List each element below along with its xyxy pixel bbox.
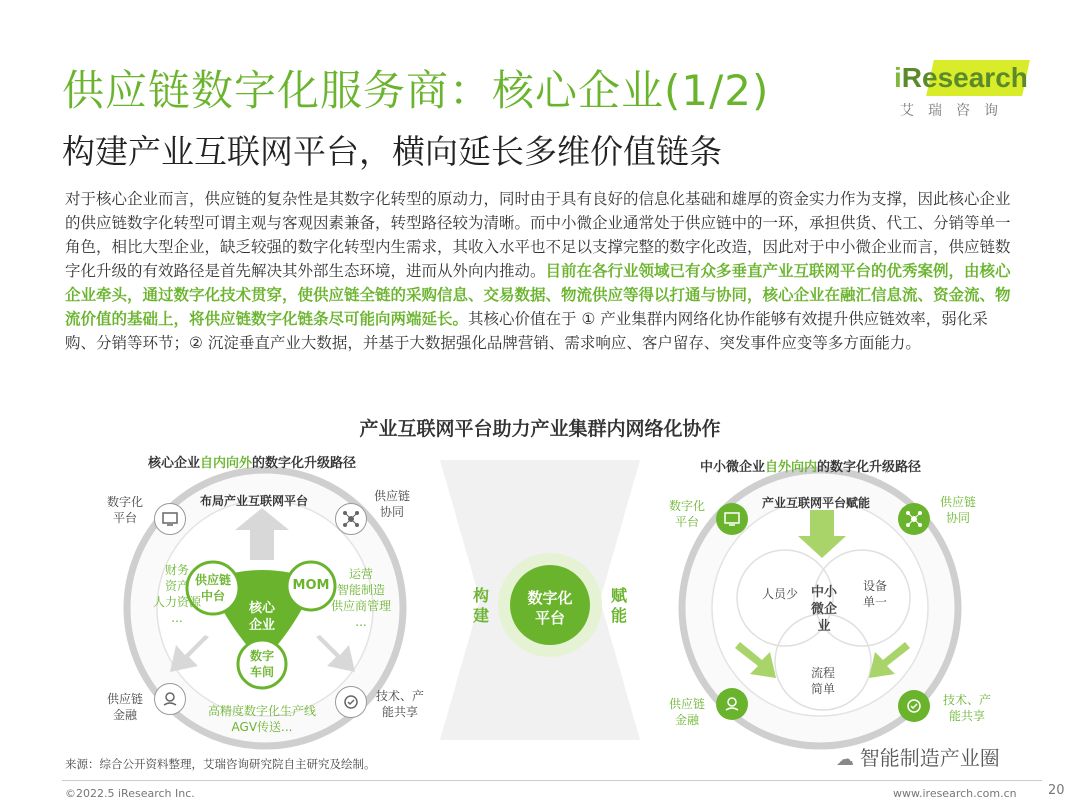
center-right-word: 赋能 (610, 586, 627, 625)
figure-title: 产业互联网平台助力产业集群内网络化协作 (359, 418, 721, 440)
website-link[interactable]: www.iresearch.com.cn (893, 787, 1017, 800)
wechat-watermark (836, 742, 1000, 771)
wechat-icon: ☁ (836, 749, 860, 770)
right-caption-post: 的数字化升级路径 (817, 460, 922, 475)
body-paragraph (65, 187, 1015, 355)
node-workshop-label: 数字 车间 (249, 649, 274, 679)
venn-bottom-label: 流程 简单 (810, 666, 835, 696)
check-badge-icon (335, 686, 367, 718)
venn-center-label: 中小 微企 业 (810, 585, 837, 634)
source-note: 来源：综合公开资料整理，艾瑞咨询研究院自主研究及绘制。 (65, 757, 376, 771)
left-caption-green: 自内向外 (200, 456, 253, 471)
check-badge-icon (898, 690, 930, 722)
logo-research: Research (901, 62, 1028, 93)
body-highlight: 目前在各行业领域已有众多垂直产业互联网平台的优秀案例，由核心企业牵头，通过数字化技术贯穿，使供应链全链的采购信息、交易数据、物流供应等得以打通与协同，核心企业在融汇信息流、资金流、物流价值的基础上，将供应链数字化链条尽可能向两端延长。 (65, 262, 1011, 328)
left-list-right: 运营 智能制造 供应商管理 ... (330, 567, 391, 629)
right-caption-pre: 中小微企业 (700, 460, 766, 475)
logo-cn: 艾瑞咨询 (900, 103, 1012, 119)
left-bottom-label: 高精度数字化生产线 AGV传送... (207, 704, 316, 734)
venn-right-label: 设备 单一 (862, 579, 887, 609)
left-corner-tr-label: 供应链 协同 (373, 489, 410, 519)
venn-left-label: 人员少 (761, 587, 798, 601)
right-corner-bl-label: 供应链 金融 (668, 697, 705, 727)
center-left-word: 构建 (472, 586, 489, 625)
node-mom-label: MOM (292, 578, 330, 593)
right-corner-tl-label: 数字化 平台 (668, 499, 705, 529)
screen-icon (716, 503, 748, 535)
money-hand-icon (154, 683, 186, 715)
left-corner-tl-label: 数字化 平台 (106, 495, 143, 525)
left-caption (148, 452, 356, 471)
page-subtitle: 构建产业互联网平台，横向延长多维价值链条 (62, 132, 722, 171)
right-caption (700, 456, 921, 475)
node-supply-label: 供应链 中台 (194, 573, 231, 603)
left-caption-pre: 核心企业 (148, 456, 201, 471)
screen-icon (154, 503, 186, 535)
right-top-label: 产业互联网平台赋能 (762, 496, 871, 510)
logo-word (894, 62, 1028, 94)
left-caption-post: 的数字化升级路径 (252, 456, 357, 471)
footer-divider (62, 780, 1042, 781)
body-part2: 其核心价值在于 ① 产业集群内网络化协作能够有效提升供应链效率，弱化采购、分销等环节；② 沉淀垂直产业大数据，并基于大数据强化品牌营销、需求响应、客户留存、突发事件应变等多方面能力。 (65, 310, 988, 352)
page-number: 20 (1048, 783, 1065, 798)
copyright: ©2022.5 iResearch Inc. (65, 787, 195, 800)
page-title: 供应链数字化服务商：核心企业(1/2) (62, 66, 770, 115)
iresearch-logo (890, 58, 1030, 128)
node-core-label: 核心 企业 (248, 601, 275, 633)
logo-i: i (894, 62, 902, 93)
watermark-text: 智能制造产业圈 (859, 746, 1000, 770)
right-corner-tr-label: 供应链 协同 (939, 495, 976, 525)
hub-label: 数字化 平台 (527, 589, 573, 627)
body-part1: 对于核心企业而言，供应链的复杂性是其数字化转型的原动力，同时由于具有良好的信息化基础和雄厚的资金实力作为支撑，因此核心企业的供应链数字化转型可谓主观与客观因素兼备，转型路径较为清晰。而中小微企业通常处于供应链中的一环，承担供货、代工、分销等单一角色，相比大型企业，缺乏较强的数字化转型内生需求，其收入水平也不足以支撑完整的数字化改造，因此对于中小微企业而言，供应链数字化升级的有效路径是首先解决其外部生态环境，进而从外向内推动。 (65, 190, 1011, 280)
right-corner-br-label: 技术、产 能共享 (942, 693, 991, 723)
left-top-label: 布局产业互联网平台 (200, 494, 309, 508)
left-list-left: 财务 资产 人力资源 ... (152, 563, 201, 625)
network-icon (335, 503, 367, 535)
network-icon (898, 503, 930, 535)
right-caption-green: 自外向内 (765, 460, 818, 475)
left-corner-br-label: 技术、产 能共享 (375, 689, 424, 719)
money-hand-icon (716, 688, 748, 720)
left-corner-bl-label: 供应链 金融 (106, 692, 143, 722)
